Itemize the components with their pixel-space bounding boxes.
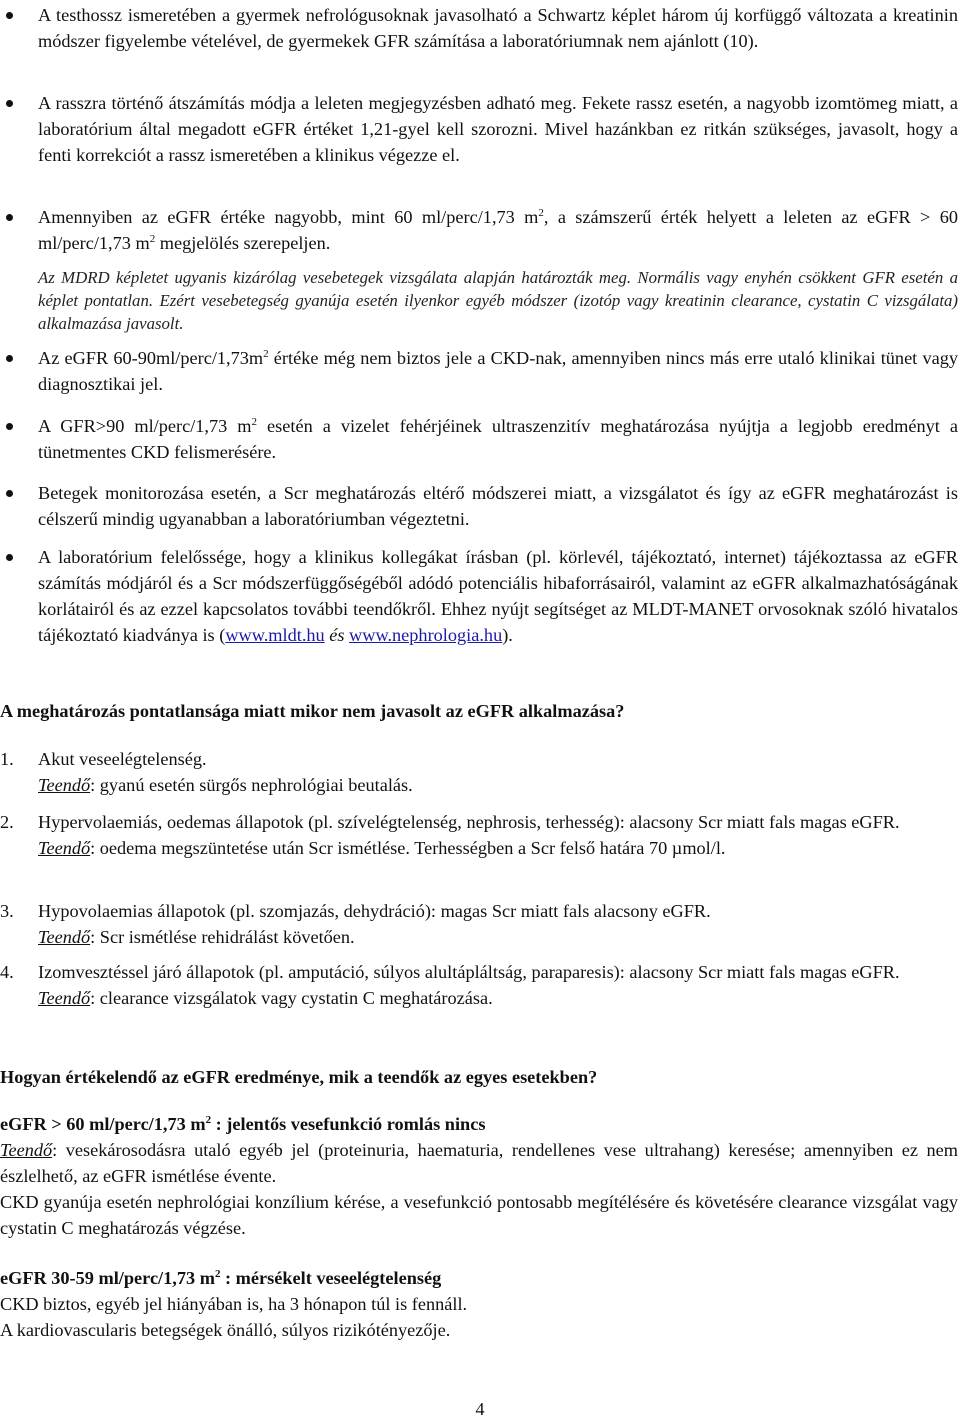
evaluation-section [0,1111,958,1241]
bullet-text: és [324,625,350,645]
bullet-text: esetén a vizelet fehérjéinek ultraszenzitív meghatározása nyújtja a legjobb eredményt a tünetmentes CKD felismerésére. [38,416,958,462]
section-text: CKD gyanúja esetén nephrológiai konzílium kérése, a vesefunkció pontosabb megítélésére és követésére clearance vizsgálat vagy cystatin C meghatározás végzése. [0,1192,958,1238]
todo-text: : vesekárosodásra utaló egyéb jel (proteinuria, haematuria, rendellenes vese ultrahang) keresése; amennyiben ez nem észlelhető, az eGFR ismétlése évente. [0,1140,958,1186]
item-todo [38,924,958,950]
page-number: 4 [475,1399,485,1419]
bullet-text: ). [502,625,513,645]
superscript: 2 [205,1114,212,1126]
bullet-text: megjelölés szerepeljen. [155,233,331,253]
list-item [0,480,958,532]
bullet-text: értéke még nem biztos jele a CKD-nak, amennyiben nincs más erre utaló klinikai tünet vagy diagnosztikai jel. [38,348,958,394]
title-text: eGFR > 60 ml/perc/1,73 m [0,1114,206,1134]
bullet-text: A GFR>90 ml/perc/1,73 m [38,416,252,436]
todo-label: Teendő [0,1140,53,1160]
section-heading: Hogyan értékelendő az eGFR eredménye, mik a teendők az egyes esetekben? [0,1067,598,1087]
todo-label: Teendő [38,988,91,1008]
section-text: A kardiovascularis betegségek önálló, súlyos rizikótényezője. [0,1320,451,1340]
todo-text: : oedema megszüntetése után Scr ismétlése. Terhességben a Scr felső határa 70 µmol/l. [90,838,726,858]
section-heading: A meghatározás pontatlansága miatt mikor nem javasolt az eGFR alkalmazása? [0,701,625,721]
item-number: 4. [0,962,14,982]
item-text: Akut veseelégtelenség. [38,749,207,769]
item-number: 2. [0,812,14,832]
numbered-item [0,898,958,950]
item-todo [38,835,958,861]
item-todo [38,772,958,798]
bullet-text: A laboratórium felelőssége, hogy a klinikus kollegákat írásban (pl. körlevél, tájékoztató, internet) tájékoztassa az eGFR számítás módjáról és a Scr módszerfüggőségéből adódó potenciális hibaforrásairól, valamint az eGFR alkalmazhatóságának korlátairól és az ezzel kapcsolatos további teendőkről. Ehhez nyújt segítséget az MLDT-MANET orvosoknak szóló hivatalos tájékoztató kiadványa is ( [38,547,958,645]
list-item [0,90,958,168]
superscript: 2 [149,233,156,245]
title-text: : jelentős vesefunkció romlás nincs [211,1114,486,1134]
list-item [0,413,958,465]
bullet-text: A rasszra történő átszámítás módja a leleten megjegyzésben adható meg. Fekete rassz esetén, a nagyobb izomtömeg miatt, a laboratórium által megadott eGFR értéket 1,21-gyel kell szorozni. Mivel hazánkban ez ritkán szükséges, javasolt, hogy a fenti korrekciót a rassz ismeretében a klinikus végezze el. [38,93,958,165]
section-text: CKD biztos, egyéb jel hiányában is, ha 3 hónapon túl is fennáll. [0,1294,468,1314]
nephrologia-link[interactable]: www.nephrologia.hu [349,625,503,645]
list-item [0,204,958,256]
numbered-item [0,809,958,861]
todo-text: : gyanú esetén sürgős nephrológiai beutalás. [90,775,413,795]
superscript: 2 [214,1268,221,1280]
todo-label: Teendő [38,927,91,947]
mldt-link[interactable]: www.mldt.hu [225,625,325,645]
bullet-text: A testhossz ismeretében a gyermek nefrológusoknak javasolható a Schwartz képlet három új korfüggő változata a kreatinin módszer figyelembe vételével, de gyermekek GFR számítása a laboratóriumnak nem ajánlott (10). [38,5,958,51]
bullet-text: Betegek monitorozása esetén, a Scr meghatározás eltérő módszerei miatt, a vizsgálatot és így az eGFR meghatározást is célszerű mindig ugyanabban a laboratóriumban végeztetni. [38,483,958,529]
bullet-text: , a számszerű érték helyett a leleten az eGFR > 60 ml/perc/1,73 m [38,207,958,253]
section-title [0,1265,958,1291]
item-text: Hypervolaemiás, oedemas állapotok (pl. szívelégtelenség, nephrosis, terhesség): alacsony Scr miatt fals magas eGFR. [38,812,900,832]
item-todo [38,985,958,1011]
numbered-item [0,746,958,798]
section-todo [0,1137,958,1189]
evaluation-section [0,1265,958,1343]
item-text: Hypovolaemias állapotok (pl. szomjazás, dehydráció): magas Scr miatt fals alacsony eGFR. [38,901,711,921]
superscript: 2 [263,348,269,360]
bullet-text: Amennyiben az eGFR értéke nagyobb, mint 60 ml/perc/1,73 m [38,207,539,227]
item-number: 1. [0,749,14,769]
todo-text: : clearance vizsgálatok vagy cystatin C meghatározása. [90,988,493,1008]
title-text: : mérsékelt veseelégtelenség [220,1268,442,1288]
todo-label: Teendő [38,838,91,858]
todo-label: Teendő [38,775,91,795]
superscript: 2 [251,416,258,428]
list-item [0,544,958,648]
todo-text: : Scr ismétlése rehidrálást követően. [90,927,355,947]
list-item [0,2,958,54]
item-text: Izomvesztéssel járó állapotok (pl. amputáció, súlyos alultápláltság, paraparesis): alacsony Scr miatt fals magas eGFR. [38,962,900,982]
title-text: eGFR 30-59 ml/perc/1,73 m [0,1268,215,1288]
item-number: 3. [0,901,14,921]
bullet-text: Az eGFR 60-90ml/perc/1,73m [38,348,264,368]
list-item [0,345,958,397]
numbered-item [0,959,958,1011]
italic-note: Az MDRD képletet ugyanis kizárólag vesebetegek vizsgálata alapján határozták meg. Normális vagy enyhén csökkent GFR esetén a képlet pontatlan. Ezért vesebetegség gyanúja esetén ilyenkor egyéb módszer (izotóp vagy kreatinin clearance, cystatin C vizsgálata) alkalmazása javasolt. [38,268,958,333]
superscript: 2 [538,207,544,219]
section-title [0,1111,958,1137]
